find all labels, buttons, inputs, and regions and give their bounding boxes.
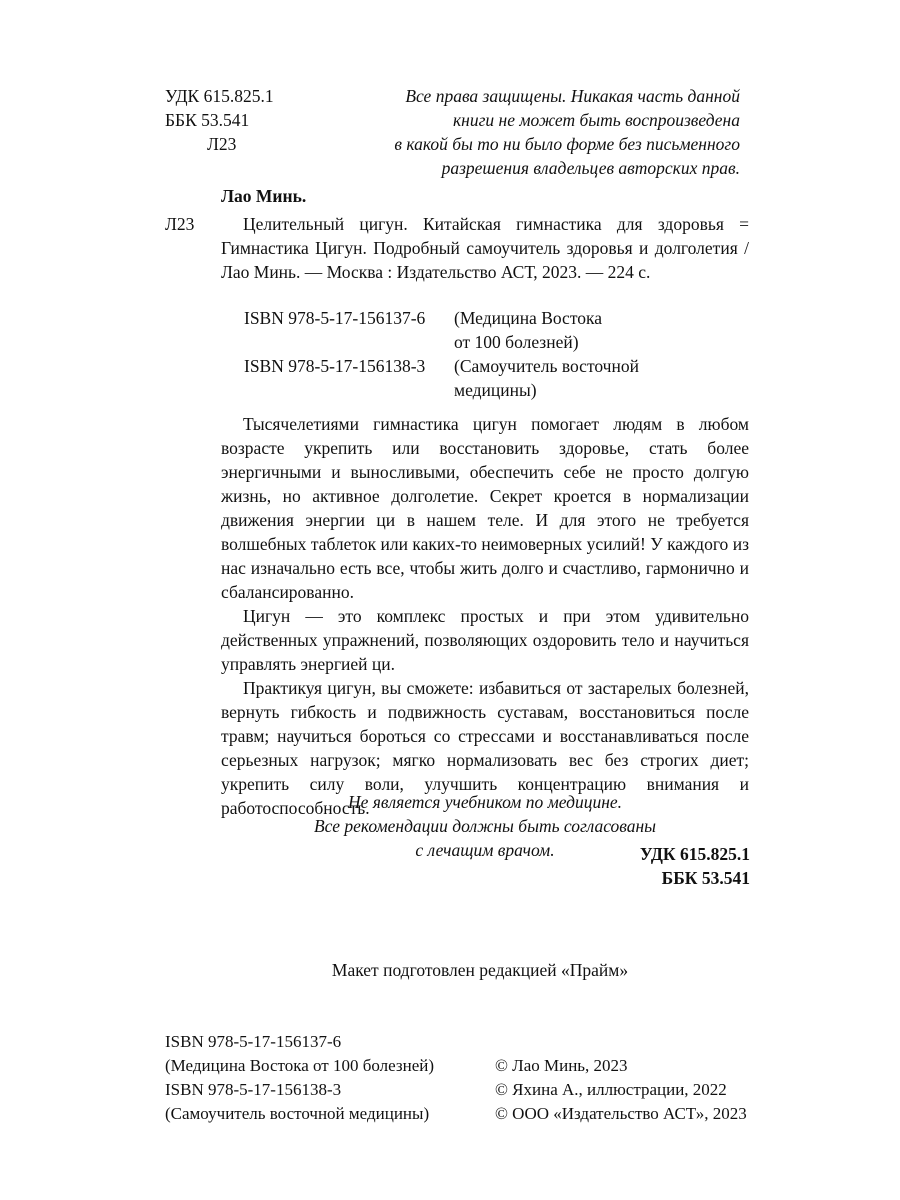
entry-cipher: Л23: [165, 214, 195, 234]
isbn-row: [244, 306, 639, 354]
annotation-paragraph: Практикуя цигун, вы сможете: избавиться от застарелых болезней, вернуть гибкость и подвижность суставам, восстановиться после травм; научиться бороться со стрессами и восстанавливаться после серьезных нагрузок; мягко нормализовать вес без строгих диет; укрепить силу воли, улучшить концентрацию внимания и работоспособность.: [221, 678, 749, 818]
annotation-paragraph: Цигун — это комплекс простых и при этом удивительно действенных упражнений, позволяющих оздоровить тело и научиться управлять энергией ци.: [221, 606, 749, 674]
copyright-line: © Лао Минь, 2023: [495, 1056, 628, 1075]
bottom-isbn-line: ISBN 978-5-17-156138-3: [165, 1080, 342, 1099]
udk-code-bold: УДК 615.825.1: [639, 844, 750, 864]
isbn-series-line: (Медицина Востока: [454, 308, 602, 328]
isbn-series-line: от 100 болезней): [454, 332, 579, 352]
rights-line: Все права защищены. Никакая часть данной: [405, 86, 740, 106]
udk-code: УДК 615.825.1: [165, 86, 274, 106]
notice-line: Не является учебником по медицине.: [347, 792, 623, 812]
bbk-code-bold: ББК 53.541: [661, 868, 750, 888]
prepared-by: Макет подготовлен редакцией «Прайм»: [331, 960, 629, 980]
annotation-text: [221, 412, 749, 820]
rights-line: книги не может быть воспроизведена: [452, 110, 740, 130]
isbn-series: [454, 354, 639, 402]
isbn-row: [244, 354, 639, 402]
bibliographic-entry: Целительный цигун. Китайская гимнастика для здоровья = Гимнастика Цигун. Подробный самоучитель здоровья и долголетия / Лао Минь. — Москва : Издательство АСТ, 2023. — 224 с.: [221, 214, 749, 282]
rights-notice: [330, 84, 740, 180]
copyrights: [495, 1054, 747, 1126]
isbn-number: ISBN 978-5-17-156137-6: [244, 308, 426, 328]
copyright-line: © ООО «Издательство АСТ», 2023: [495, 1104, 747, 1123]
rights-line: разрешения владельцев авторских прав.: [441, 158, 740, 178]
bottom-isbn-line: (Медицина Востока от 100 болезней): [165, 1056, 435, 1075]
bottom-isbn-line: ISBN 978-5-17-156137-6: [165, 1032, 342, 1051]
copyright-line: © Яхина А., иллюстрации, 2022: [495, 1080, 727, 1099]
isbn-number: ISBN 978-5-17-156138-3: [244, 356, 426, 376]
isbn-series-line: (Самоучитель восточной: [454, 356, 639, 376]
notice-line: с лечащим врачом.: [415, 840, 555, 860]
bbk-code: ББК 53.541: [165, 110, 250, 130]
classification-codes-bold: [560, 842, 750, 890]
author-name: Лао Минь.: [221, 186, 307, 206]
isbn-series: [454, 306, 602, 354]
notice-line: Все рекомендации должны быть согласованы: [313, 816, 657, 836]
isbn-block: [244, 306, 639, 402]
rights-line: в какой бы то ни было форме без письменного: [394, 134, 740, 154]
isbn-series-line: медицины): [454, 380, 537, 400]
bottom-isbn: [165, 1030, 434, 1126]
author-cipher: Л23: [207, 134, 237, 154]
bottom-isbn-line: (Самоучитель восточной медицины): [165, 1104, 430, 1123]
classification-codes: [165, 84, 274, 156]
annotation-paragraph: Тысячелетиями гимнастика цигун помогает людям в любом возрасте укрепить или восстановить здоровье, стать более энергичными и выносливыми, обеспечить себе не просто долгую жизнь, но активное долголетие. Секрет кроется в нормализации движения энергии ци в нашем теле. И для этого не требуется волшебных таблеток или каких-то неимоверных усилий! У каждого из нас изначально есть все, чтобы жить долго и счастливо, гармонично и сбалансированно.: [221, 414, 749, 602]
